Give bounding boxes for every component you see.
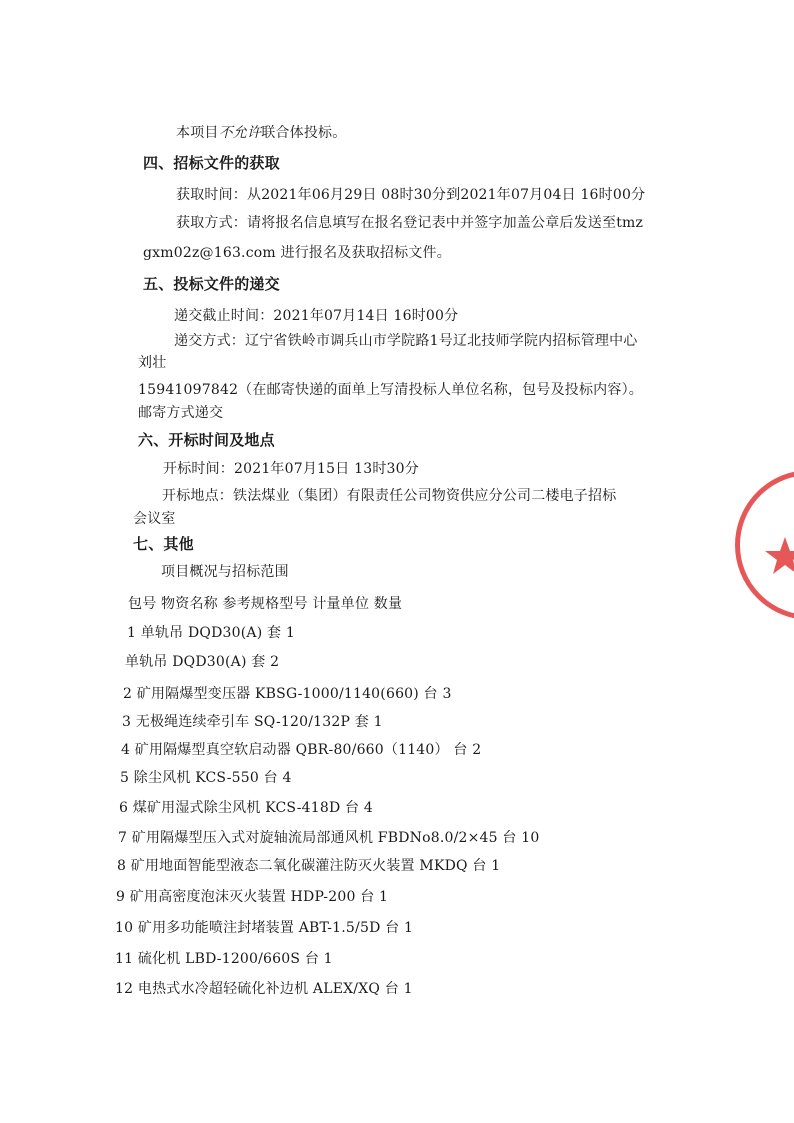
text-line: 开标地点：铁法煤业（集团）有限责任公司物资供应分公司二楼电子招标	[162, 488, 617, 504]
text-line: 项目概况与招标范围	[161, 564, 289, 580]
text-line: 邮寄方式递交	[138, 405, 224, 421]
list-item: 单轨吊 DQD30(A) 套 2	[125, 654, 280, 670]
list-item: 11 硫化机 LBD-1200/660S 台 1	[115, 951, 333, 967]
text-line: 获取方式：请将报名信息填写在报名登记表中并签字加盖公章后发送至tmz	[176, 215, 644, 231]
list-item: 9 矿用高密度泡沫灭火装置 HDP-200 台 1	[116, 889, 389, 905]
text-segment: 联合体投标。	[261, 125, 347, 141]
table-header-line: 包号 物资名称 参考规格型号 计量单位 数量	[128, 596, 403, 612]
text-line: 刘壮	[138, 355, 167, 371]
list-item: 6 煤矿用湿式除尘风机 KCS-418D 台 4	[119, 800, 373, 816]
text-line: 会议室	[133, 511, 176, 527]
text-line: gxm02z@163.com 进行报名及获取招标文件。	[143, 245, 451, 261]
section-heading: 四、招标文件的获取	[143, 154, 280, 172]
text-line	[176, 124, 346, 142]
text-line: 获取时间：从2021年06月29日 08时30分到2021年07月04日 16时00分	[176, 187, 646, 203]
list-item: 10 矿用多功能喷注封堵装置 ABT-1.5/5D 台 1	[115, 920, 414, 936]
text-line: 15941097842（在邮寄快递的面单上写清投标人单位名称，包号及投标内容）。	[138, 382, 643, 398]
list-item: 7 矿用隔爆型压入式对旋轴流局部通风机 FBDNo8.0/2×45 台 10	[118, 830, 540, 846]
text-emphasis: 不允许	[218, 125, 262, 141]
text-line: 递交截止时间：2021年07月14日 16时00分	[174, 308, 459, 324]
text-line: 递交方式：辽宁省铁岭市调兵山市学院路1号辽北技师学院内招标管理中心	[174, 333, 638, 349]
text-segment: 本项目	[176, 125, 219, 141]
section-heading: 七、其他	[133, 535, 194, 553]
company-seal-icon	[735, 470, 794, 620]
list-item: 3 无极绳连续牵引车 SQ-120/132P 套 1	[122, 714, 383, 730]
list-item: 2 矿用隔爆型变压器 KBSG-1000/1140(660) 台 3	[123, 686, 452, 702]
list-item: 12 电热式水冷超轻硫化补边机 ALEX/XQ 台 1	[115, 981, 413, 997]
list-item: 8 矿用地面智能型液态二氧化碳灌注防灭火装置 MKDQ 台 1	[117, 858, 501, 874]
section-heading: 五、投标文件的递交	[143, 275, 280, 293]
list-item: 4 矿用隔爆型真空软启动器 QBR-80/660（1140） 台 2	[121, 742, 482, 758]
section-heading: 六、开标时间及地点	[138, 431, 275, 449]
text-line: 开标时间：2021年07月15日 13时30分	[163, 461, 419, 477]
list-item: 1 单轨吊 DQD30(A) 套 1	[127, 625, 295, 641]
list-item: 5 除尘风机 KCS-550 台 4	[120, 770, 292, 786]
